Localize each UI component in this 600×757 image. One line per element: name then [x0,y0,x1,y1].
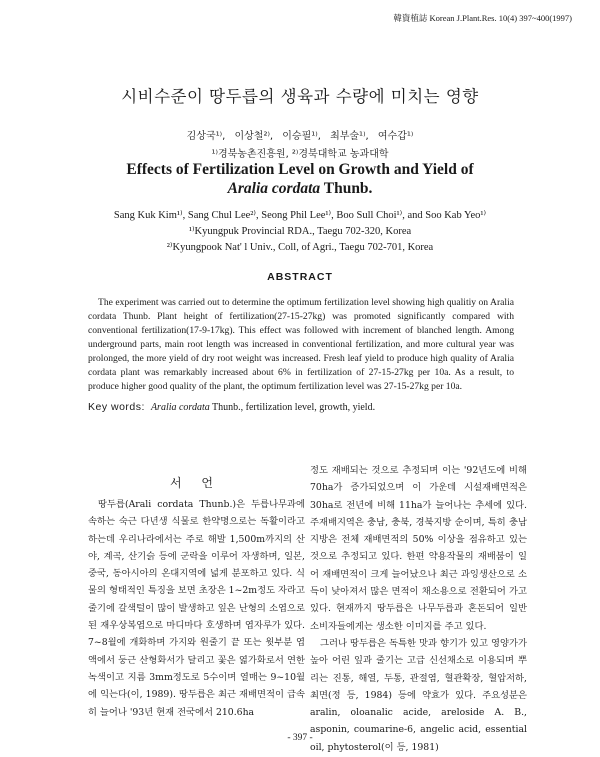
right-column-paragraph-1: 정도 재배되는 것으로 추정되며 이는 '92년도에 비해 70ha가 증가되었으며 이 가운데 시설재배면적은 30ha로 전년에 비해 11ha가 늘어나는 추세에 있다. 주재배지역은 충남, 충북, 경북지방 순이며, 특히 충남지방은 전체 재배면적의 50% 이상을 점유하고 있는 것으로 추정되고 있다. 한편 약용작물의 재배붐이 일어 재배면적이 크게 늘어났으나 최근 과잉생산으로 소득이 낮아져서 많은 면적이 채소용으로 전환되어 가고 있다. 현재까지 땅두릅은 나무두릅과 혼돈되어 일반 소비자들에게는 생소한 이미지를 주고 있다. [310,465,527,632]
species-name: Aralia cordata [227,180,321,197]
journal-header: 韓資植誌 Korean J.Plant.Res. 10(4) 397~400(1997) [393,13,572,23]
affiliation-2: ²⁾Kyungpook Nat' l Univ., Coll, of Agri., Taegu 702-701, Korea [166,242,434,253]
english-title-line2 [0,179,600,198]
keywords-label: Key words: [88,401,145,413]
korean-title: 시비수준이 땅두릅의 생육과 수량에 미치는 영향 [121,87,479,106]
korean-authors: 김상국¹⁾, 이상철²⁾, 이승필¹⁾, 최부술¹⁾, 여수갑¹⁾ [186,131,414,142]
left-column-text: 땅두릅(Arali cordata Thunb.)은 두릅나무과에 속하는 숙근 다년생 식물로 한약명으로는 독활이라고 하는데 우리나라에서는 주로 해발 1,500m까지의 산야, 계곡, 산기슭 등에 군락을 이루어 자생하며, 일본, 중국, 동아시아의 온대지역에 넓게 분포하고 있다. 식물의 형태적인 특징을 보면 초장은 1~2m정도 자라고 줄기에 갈색털이 많이 발생하고 잎은 난형의 소엽으로 된 재우상복엽으로 마디마다 호생하며 엽자루가 있다. 7~8월에 개화하며 가지와 원줄기 끝 또는 윗부분 엽액에서 둥근 산형화서가 달리고 꽃은 엷가화로서 연한 녹색이고 지름 3mm정도로 5수이며 열매는 9~10월에 익는다(이, 1989). 땅두릅은 최근 재배면적이 급속히 늘어나 '93년 현재 전국에서 210.6ha [88,499,305,718]
abstract-heading: ABSTRACT [267,271,333,283]
korean-affiliations: ¹⁾경북농촌진흥원, ²⁾경북대학교 농과대학 [211,149,389,160]
english-title [0,160,600,198]
section-heading-introduction: 서 언 [170,476,221,490]
english-authors-block [0,208,600,256]
right-column [310,462,527,756]
keywords-species: Aralia cordata [150,402,210,413]
abstract-text: The experiment was carried out to determine the optimum fertilization level showing high qualitiy on Aralia cordata Thunb. Plant height of fertilization(27-15-27kg) was promoted significantly compared with conventional fertilization(17-9-17kg). This effect was followed with increment of blanched length. Among underground parts, main root length was increased in conventional fertilization, and more cultural year was prolonged, the more yield of dry root weight was increased. Fresh leaf yield to produce high quality of Aralia cordata plant was remarkably increased about 6% in fertilization of 27-15-27kg per 10a. As a result, to produce higher good quality of the plant, the optimum fertilization level was 27-15-27kg per 10a. [88,297,514,392]
page-number: - 397 - [287,733,313,743]
species-authority: Thunb. [320,180,373,197]
right-column-paragraph-2: 그러나 땅두릅은 독특한 맛과 향기가 있고 영양가가 높아 어린 잎과 줄기는 고급 신선채소로 이용되며 뿌리는 진통, 해열, 두통, 관절염, 혈관확장, 혈압저하, 최면(정 등, 1984) 등에 약효가 있다. 주요성분은 aralin, oloanalic acide, areloside A. B., asponin, coumarine-6, angelic acid, essential oil, phytosterol(이 등, 1981) [310,637,527,753]
english-authors: Sang Kuk Kim¹⁾, Sang Chul Lee²⁾, Seong Phil Lee¹⁾, Boo Sull Choi¹⁾, and Soo Kab Yeo¹⁾ [113,210,487,221]
keywords-list: Thunb., fertilization level, growth, yield. [209,402,376,413]
keywords [88,401,375,413]
affiliation-1: ¹⁾Kyungpuk Provincial RDA., Taegu 702-320, Korea [188,226,412,237]
english-title-line1: Effects of Fertilization Level on Growth and Yield of [126,161,474,178]
